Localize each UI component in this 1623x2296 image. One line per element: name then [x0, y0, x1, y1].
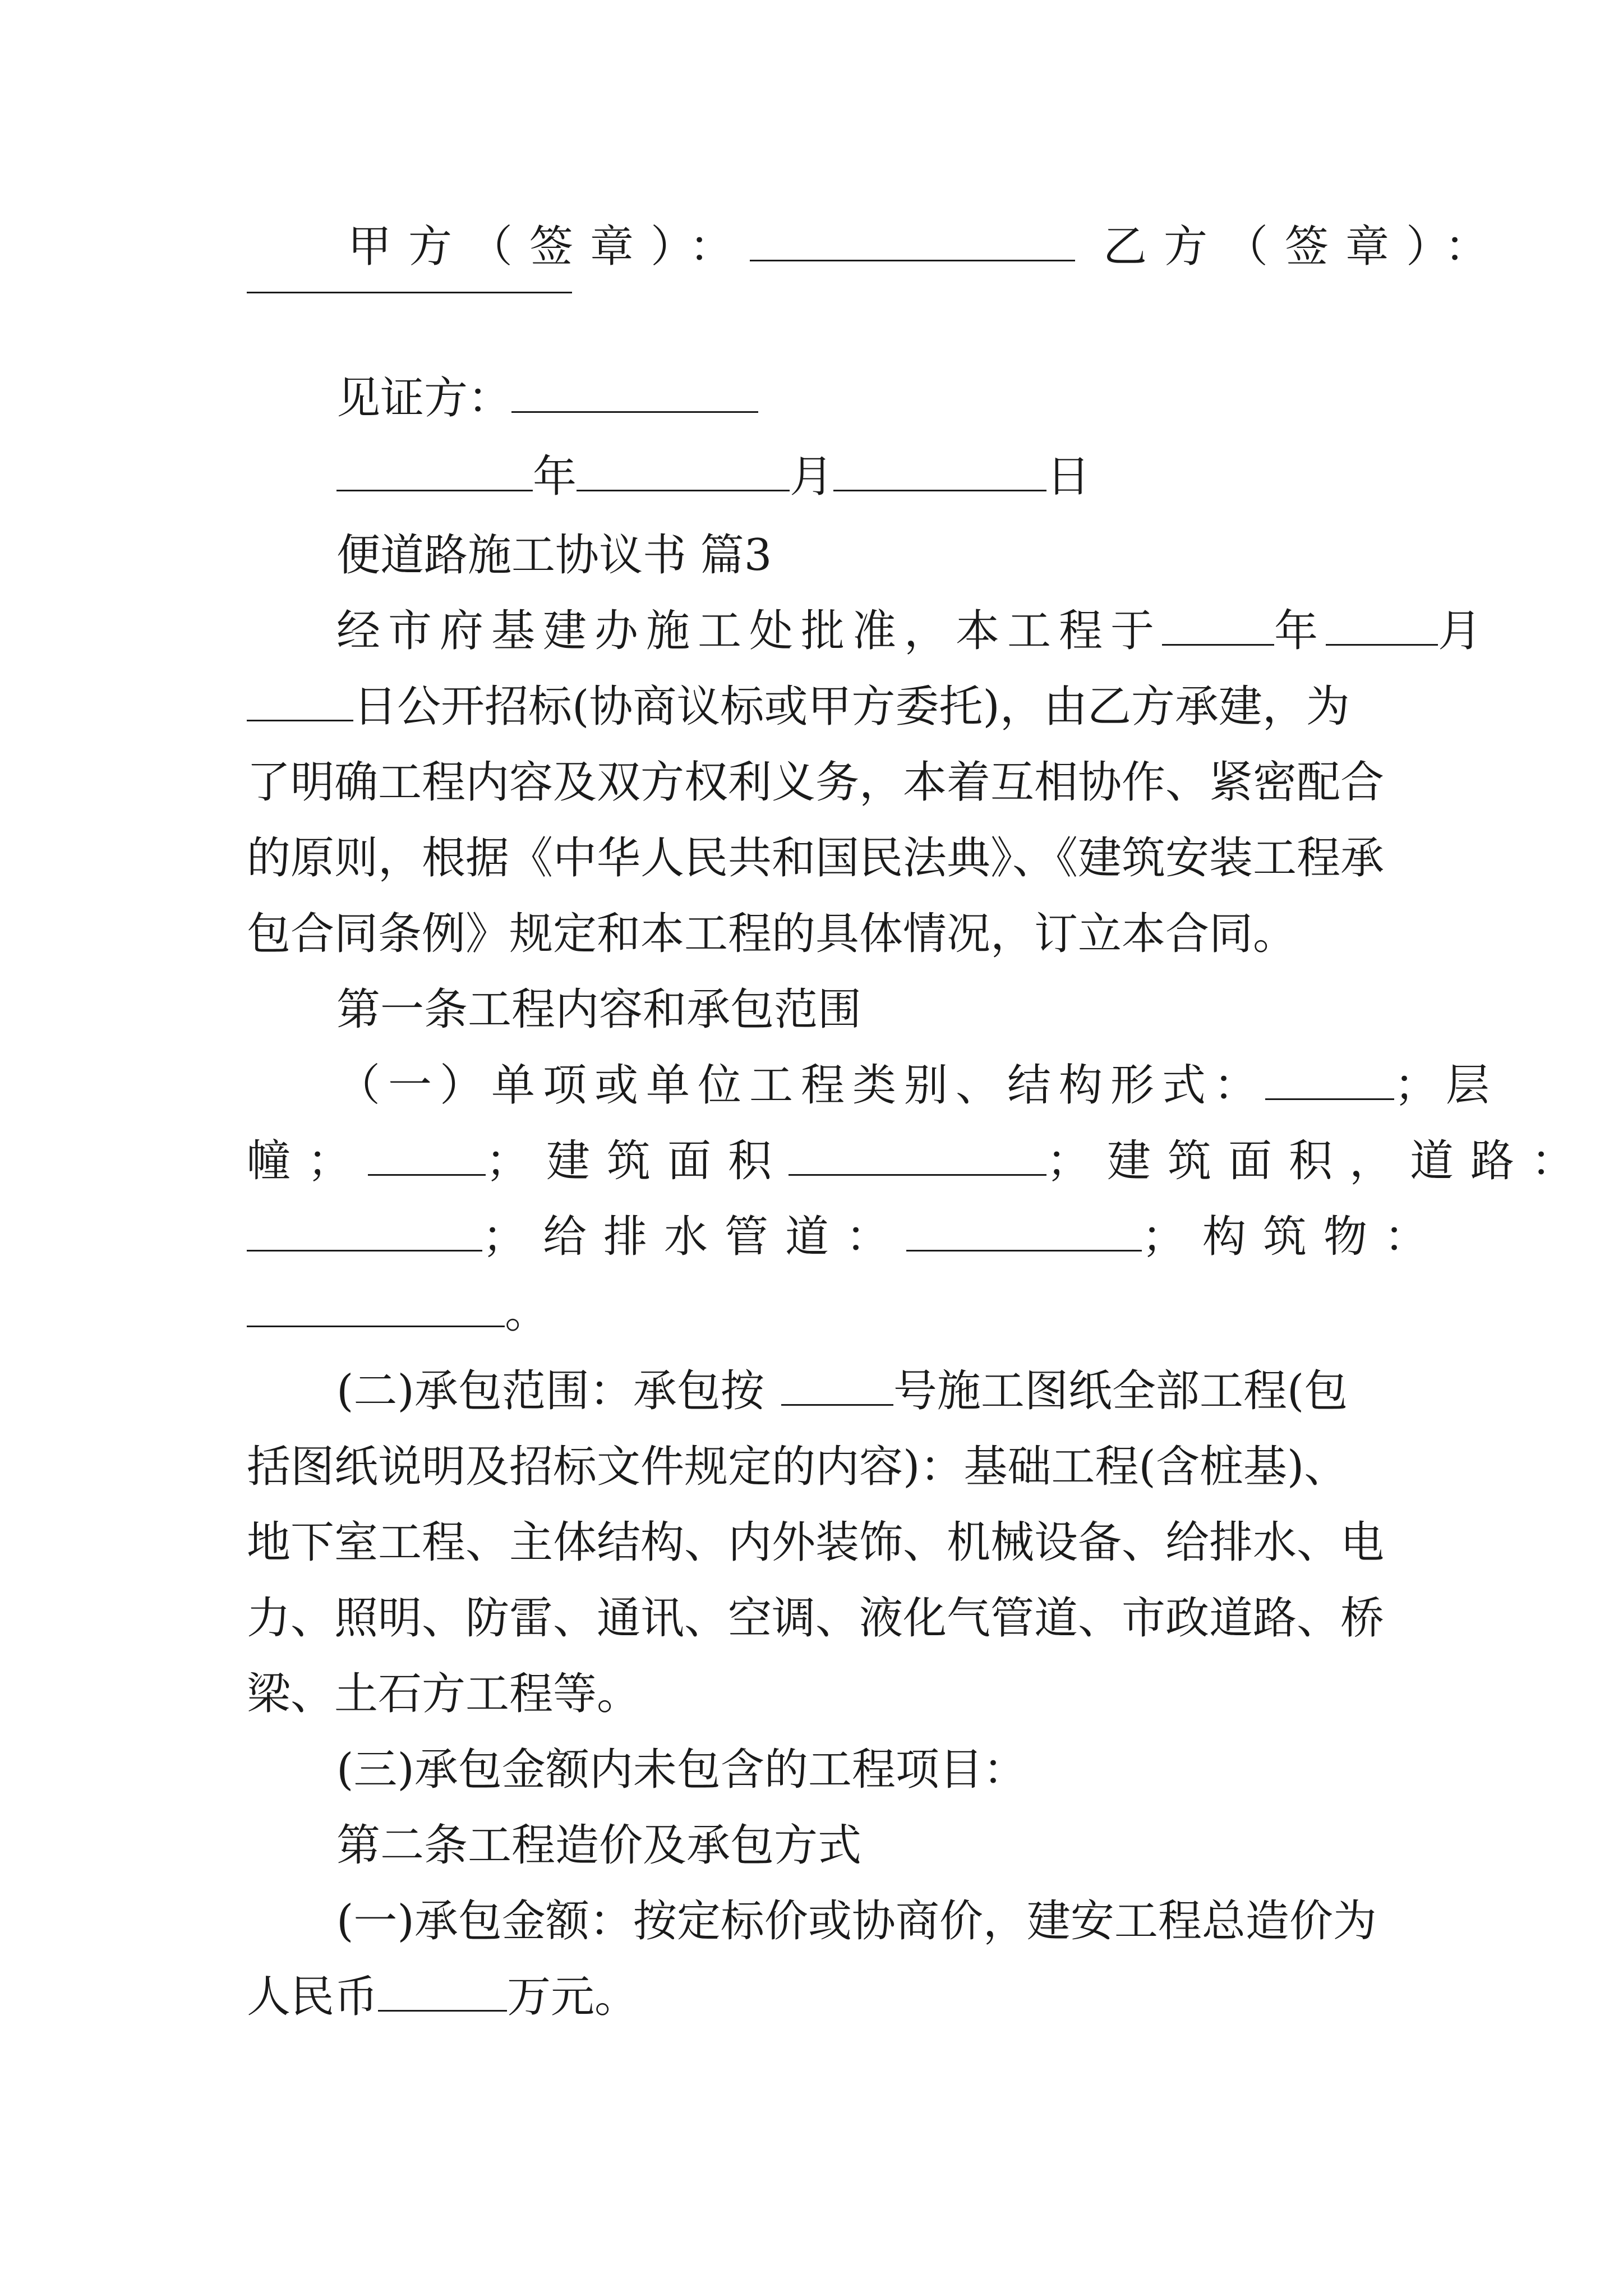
item-text: 。: [505, 1287, 549, 1338]
witness-label: 见证方：: [336, 373, 512, 424]
item-text: （一）单项或单位工程类别、结构形式：: [336, 1060, 1266, 1111]
intro-line-1: [336, 603, 1490, 659]
month-blank[interactable]: [577, 450, 790, 491]
intro-year-blank[interactable]: [1162, 605, 1274, 646]
item-text: 号施工图纸全部工程(包: [893, 1366, 1348, 1416]
article-1-item-2-line-4: 力、照明、防雷、通讯、空调、液化气管道、市政道路、桥: [247, 1593, 1385, 1644]
item-text: 人民币: [247, 1972, 379, 2022]
intro-month-blank[interactable]: [1326, 605, 1438, 646]
intro-line-2: [247, 679, 1391, 735]
article-1-item-3: (三)承包金额内未包含的工程项目：: [336, 1745, 1027, 1795]
intro-line-4: 的原则，根据《中华人民共和国民法典》、《建筑安装工程承: [247, 833, 1385, 884]
article-2-item-1-line-1: (一)承包金额：按定标价或协商价，建安工程总造价为: [336, 1896, 1377, 1947]
item-text: 幢；: [247, 1136, 368, 1186]
article-1-item-1-line-4: [247, 1285, 1391, 1341]
article-1-item-1-line-1: [336, 1057, 1498, 1114]
article-1-item-2-line-3: 地下室工程、主体结构、内外装饰、机械设备、给排水、电: [247, 1517, 1385, 1568]
date-line: [336, 449, 1391, 505]
intro-text: 经市府基建办施工处批准，本工程于: [336, 606, 1163, 656]
item-text: ；层: [1394, 1060, 1498, 1111]
year-blank[interactable]: [336, 450, 533, 491]
intro-line-5: 包合同条例》规定和本工程的具体情况，订立本合同。: [247, 909, 1297, 959]
article-1-title: 第一条工程内容和承包范围: [336, 984, 862, 1035]
article-2-item-1-line-2: [247, 1969, 1391, 2025]
article-1-item-2-line-1: [336, 1363, 1391, 1419]
article-1-item-1-line-3: [247, 1209, 1445, 1265]
party-a-label: 甲方（签章）：: [348, 222, 750, 272]
article-1-item-2-line-5: 梁、土石方工程等。: [247, 1669, 641, 1719]
drawing-number-blank[interactable]: [781, 1365, 893, 1406]
road-blank[interactable]: [247, 1211, 482, 1251]
structures-blank[interactable]: [247, 1286, 505, 1327]
structure-blank[interactable]: [1265, 1059, 1394, 1100]
area-blank[interactable]: [789, 1135, 1046, 1176]
witness-line: [336, 370, 1391, 426]
section-heading: 便道路施工协议书 篇3: [336, 530, 772, 581]
witness-blank[interactable]: [511, 372, 758, 413]
item-text: (二)承包范围：承包按: [336, 1366, 764, 1416]
item-text: 万元。: [507, 1972, 639, 2022]
party-b-blank[interactable]: [247, 292, 572, 293]
party-b-label: 乙方（签章）：: [1103, 222, 1506, 272]
article-1-item-1-line-2: [247, 1133, 1592, 1189]
day-label: 日: [1046, 452, 1091, 502]
intro-text: 日公开招标(协商议标或甲方委托)，由乙方承建，为: [353, 682, 1350, 732]
article-2-title: 第二条工程造价及承包方式: [336, 1820, 862, 1871]
article-1-item-2-line-2: 括图纸说明及招标文件规定的内容)：基础工程(含桩基)、: [247, 1442, 1348, 1492]
day-blank[interactable]: [833, 450, 1046, 491]
amount-blank[interactable]: [378, 1971, 507, 2012]
intro-month-label: 月: [1438, 606, 1490, 656]
item-text: ；给排水管道：: [482, 1212, 907, 1262]
intro-year-label: 年: [1274, 606, 1326, 656]
intro-day-blank[interactable]: [247, 680, 353, 721]
month-label: 月: [790, 452, 834, 502]
item-text: ；建筑面积: [486, 1136, 789, 1186]
year-label: 年: [533, 452, 577, 502]
intro-line-3: 了明确工程内容及双方权利义务，本着互相协作、紧密配合: [247, 757, 1385, 808]
signature-line: [348, 219, 1506, 275]
item-text: ；构筑物：: [1142, 1212, 1445, 1262]
party-a-blank[interactable]: [750, 220, 1075, 261]
floors-blank[interactable]: [368, 1135, 486, 1176]
pipe-blank[interactable]: [906, 1211, 1142, 1251]
item-text: ；建筑面积，道路：: [1046, 1136, 1592, 1186]
